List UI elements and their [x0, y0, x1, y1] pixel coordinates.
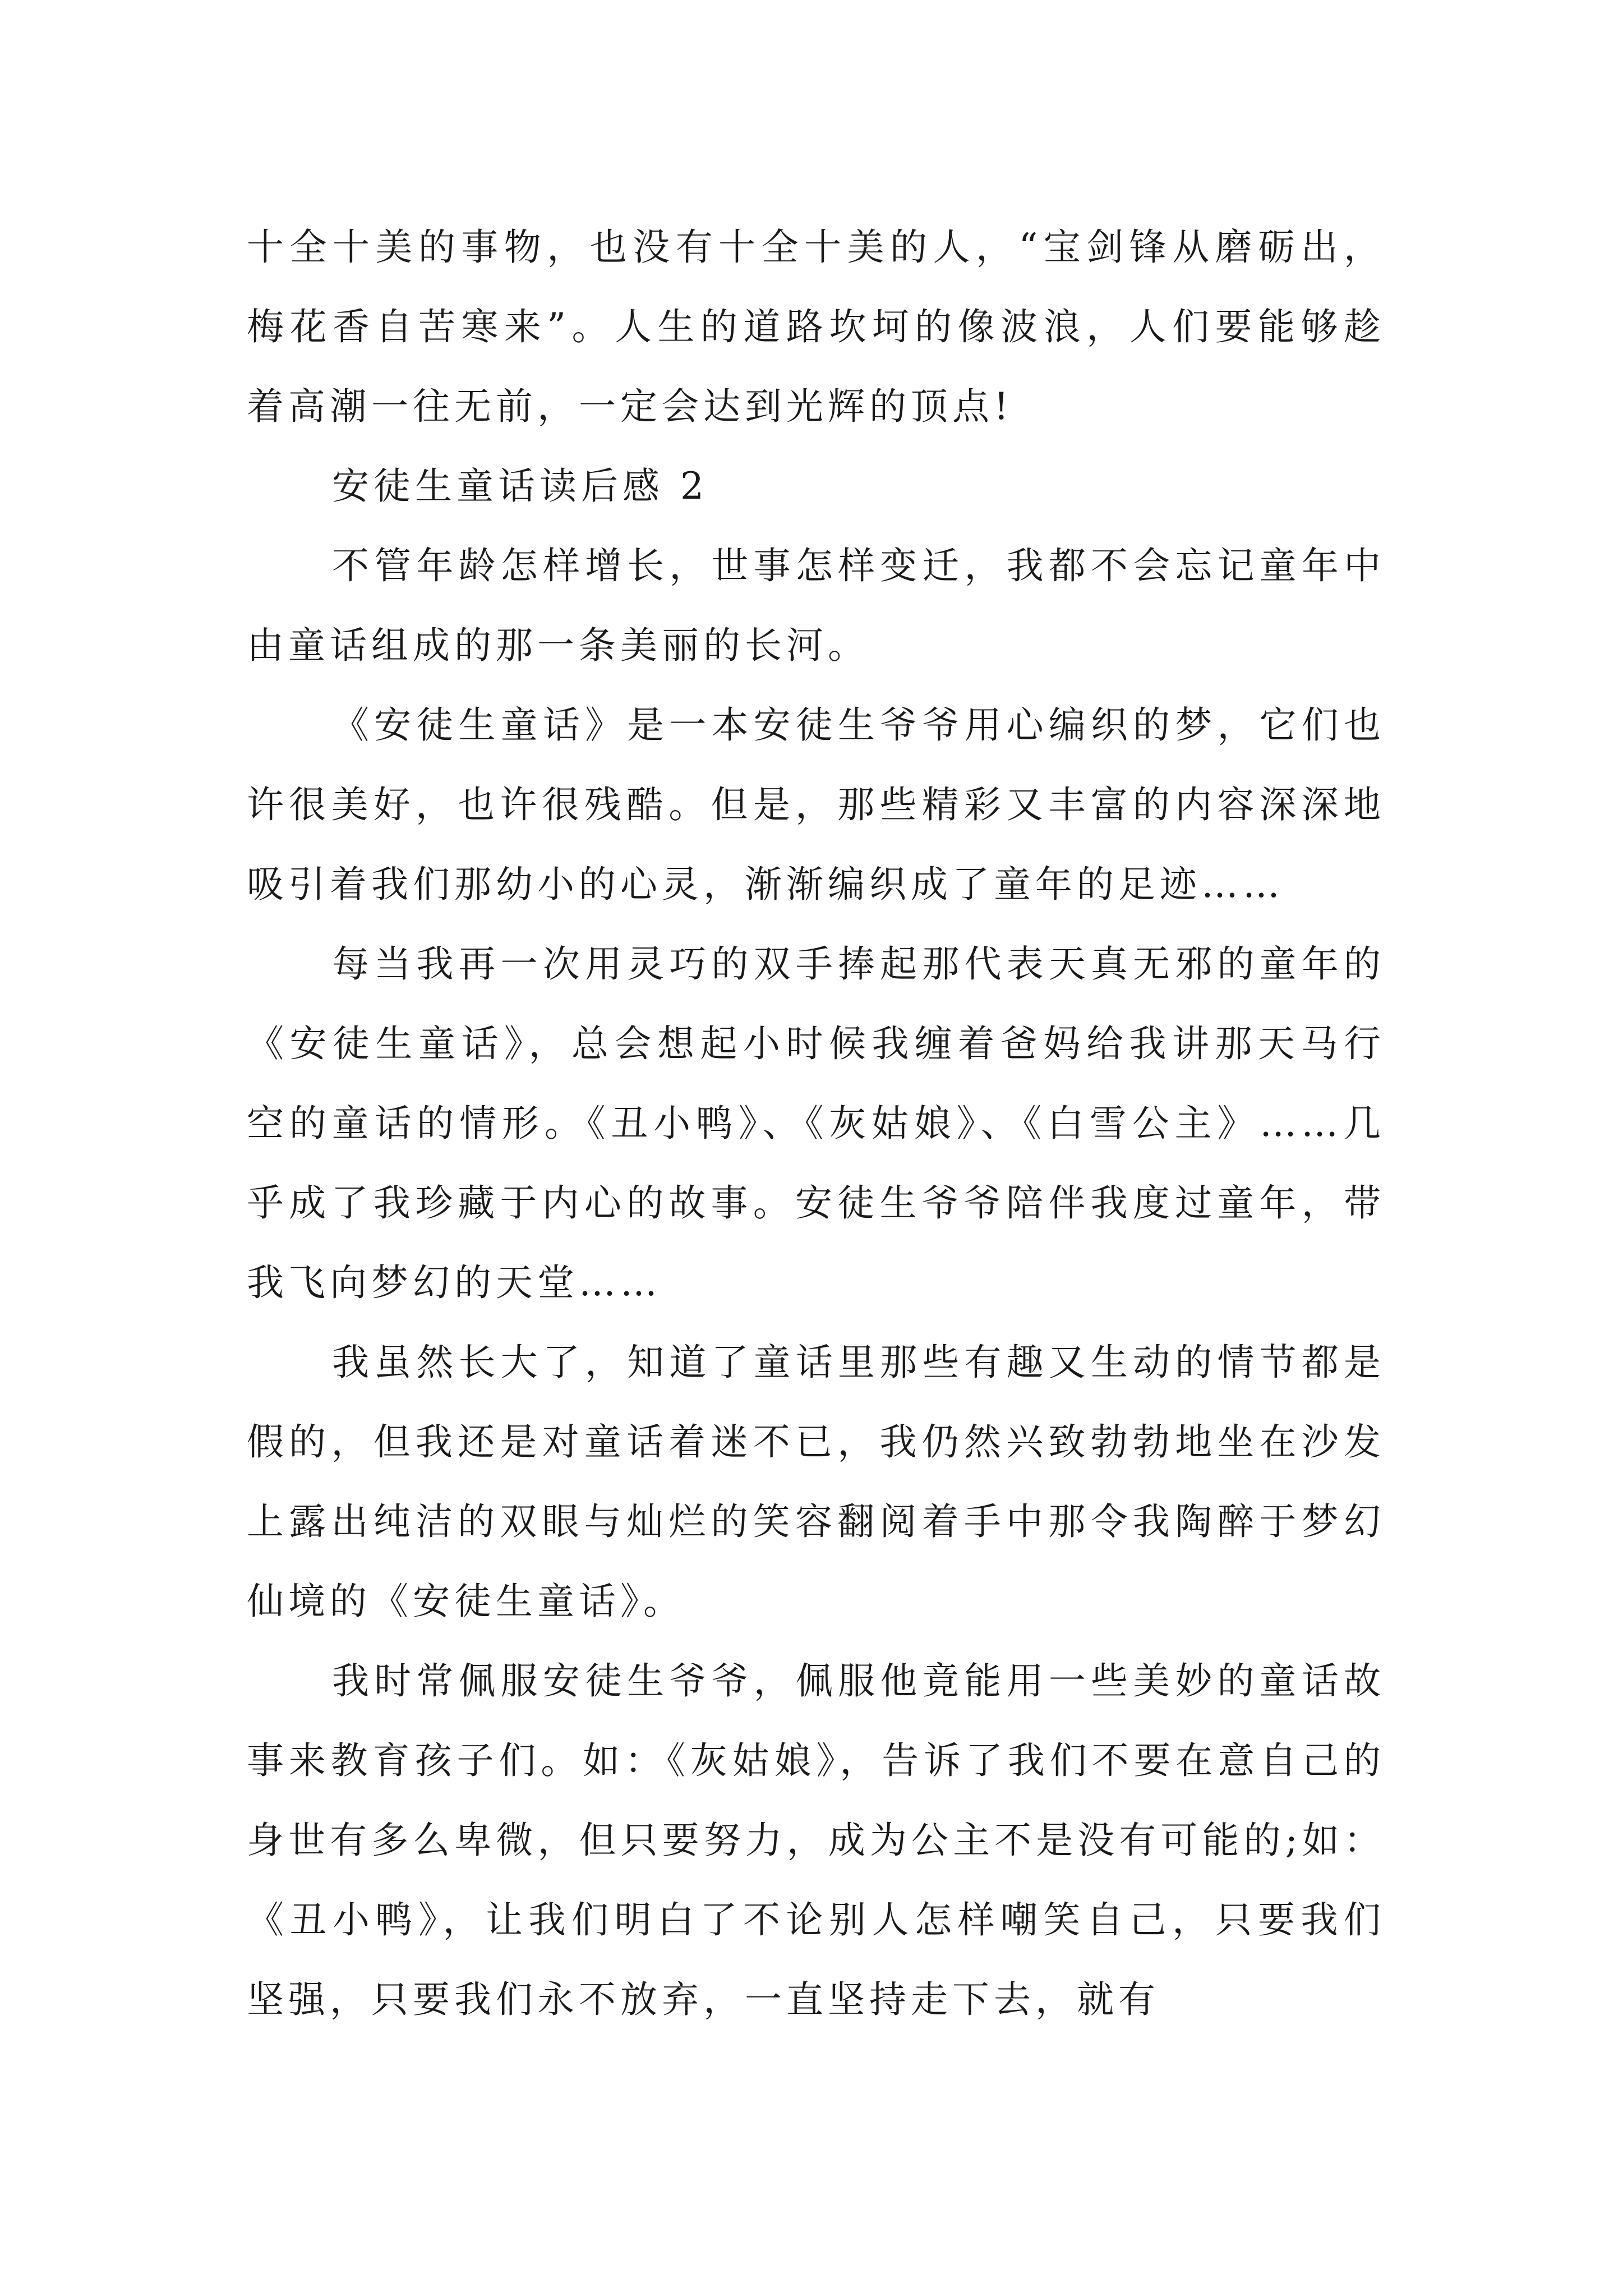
section-heading: 安徒生童话读后感 2	[332, 464, 708, 508]
paragraph: 我虽然长大了，知道了童话里那些有趣又生动的情节都是假的，但我还是对童话着迷不已，我仍然兴致勃勃地坐在沙发上露出纯洁的双眼与灿烂的笑容翻阅着手中那令我陶醉于梦幻仙境的《安徒生童话》。	[247, 1341, 1385, 1623]
paragraph: 不管年龄怎样增长，世事怎样变迁，我都不会忘记童年中由童话组成的那一条美丽的长河。	[247, 544, 1385, 667]
paragraph-continuation: 十全十美的事物，也没有十全十美的人，“宝剑锋从磨砺出，梅花香自苦寒来”。人生的道路坎坷的像波浪，人们要能够趁着高潮一往无前，一定会达到光辉的顶点!	[247, 226, 1385, 428]
paragraph: 我时常佩服安徒生爷爷，佩服他竟能用一些美妙的童话故事来教育孩子们。如：《灰姑娘》，告诉了我们不要在意自己的身世有多么卑微，但只要努力，成为公主不是没有可能的;如：《丑小鸭》，让我们明白了不论别人怎样嘲笑自己，只要我们坚强，只要我们永不放弃，一直坚持走下去，就有	[247, 1659, 1385, 2021]
paragraph: 每当我再一次用灵巧的双手捧起那代表天真无邪的童年的《安徒生童话》，总会想起小时候我缠着爸妈给我讲那天马行空的童话的情形。《丑小鸭》、《灰姑娘》、《白雪公主》……几乎成了我珍藏于内心的故事。安徒生爷爷陪伴我度过童年，带我飞向梦幻的天堂……	[247, 942, 1385, 1304]
document-body	[247, 208, 1385, 2040]
paragraph: 《安徒生童话》是一本安徒生爷爷用心编织的梦，它们也许很美好，也许很残酷。但是，那些精彩又丰富的内容深深地吸引着我们那幼小的心灵，渐渐编织成了童年的足迹……	[247, 703, 1385, 906]
